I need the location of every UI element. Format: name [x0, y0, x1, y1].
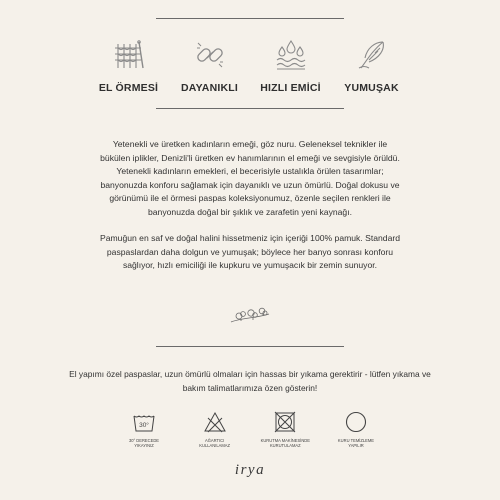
- feature-row: [88, 38, 412, 94]
- feature-hand-knit: [88, 38, 169, 94]
- chain-link-icon: [193, 38, 227, 72]
- no-bleach-icon: [203, 410, 227, 434]
- dry-clean-icon: [344, 410, 368, 434]
- feature-label: YUMUŞAK: [344, 82, 399, 94]
- wash-temperature: 30°: [139, 422, 149, 429]
- care-note: El yapımı özel paspaslar, uzun ömürlü olmaları için hassas bir yıkama gerektirir - lütfen yıkama ve bakım talimatlarımıza özen gösterin!: [69, 369, 431, 393]
- feature-durable: [169, 38, 250, 94]
- description-paragraph-1: Yetenekli ve üretken kadınların emeği, göz nuru. Geleneksel teknikler ile bükülen iplikler, Denizli'li üretken ev hanımlarının el emeği ve sevgisiyle örüldü. Yetenekli kadınların emekleri, el becerisiyle ustalıkla örülen tasarımlar; banyonuzda konforu sağlamak için dayanıklı ve uzun ömürlü. Doğal dokusu ve görünümü ile el örmesi paspas koleksiyonumuz, özenle seçilen renkleri ile banyonuzda doğal bir şıklık ve zarafetin yeni kaynağı.: [100, 139, 400, 217]
- feature-label: HIZLI EMİCİ: [260, 82, 321, 94]
- care-label: KURU TEMİZLEME YAPILIR: [337, 438, 375, 449]
- care-bleach: [183, 410, 247, 448]
- cotton-branch-icon: [229, 304, 271, 326]
- description-paragraph-2: Pamuğun en saf ve doğal halini hissetmeniz için içeriği 100% pamuk. Standard paspaslardan daha dolgun ve yumuşak; böylece her banyo sonrası konforu sağlıyor, hızlı emiciliği ile kupkuru ve yumuşacık bir zemin sunuyor.: [100, 233, 400, 271]
- feature-soft: [331, 38, 412, 94]
- soft-feather-icon: [355, 38, 389, 72]
- feature-absorbent: [250, 38, 331, 94]
- care-wash: [112, 410, 176, 448]
- absorbent-drops-icon: [274, 38, 308, 72]
- care-symbols-row: [112, 410, 388, 448]
- feature-label: EL ÖRMESİ: [98, 82, 159, 94]
- features-divider: [156, 108, 344, 109]
- care-dry-clean: [324, 410, 388, 448]
- feature-label: DAYANIKLI: [180, 82, 239, 94]
- care-tumble-dry: [253, 410, 317, 448]
- wash-30-icon: [132, 410, 156, 434]
- care-label: KURUTMA MAKİNESİNDE KURUTULAMAZ: [260, 438, 310, 449]
- top-divider: [156, 18, 344, 19]
- care-divider: [156, 346, 344, 347]
- no-tumble-dry-icon: [273, 410, 297, 434]
- care-label: AĞARTICI KULLANILAMAZ: [199, 438, 231, 449]
- brand-logo: irya: [234, 462, 266, 478]
- knitting-icon: [112, 38, 146, 72]
- care-label: 30° DERECEDE YIKAYINIZ: [128, 438, 160, 449]
